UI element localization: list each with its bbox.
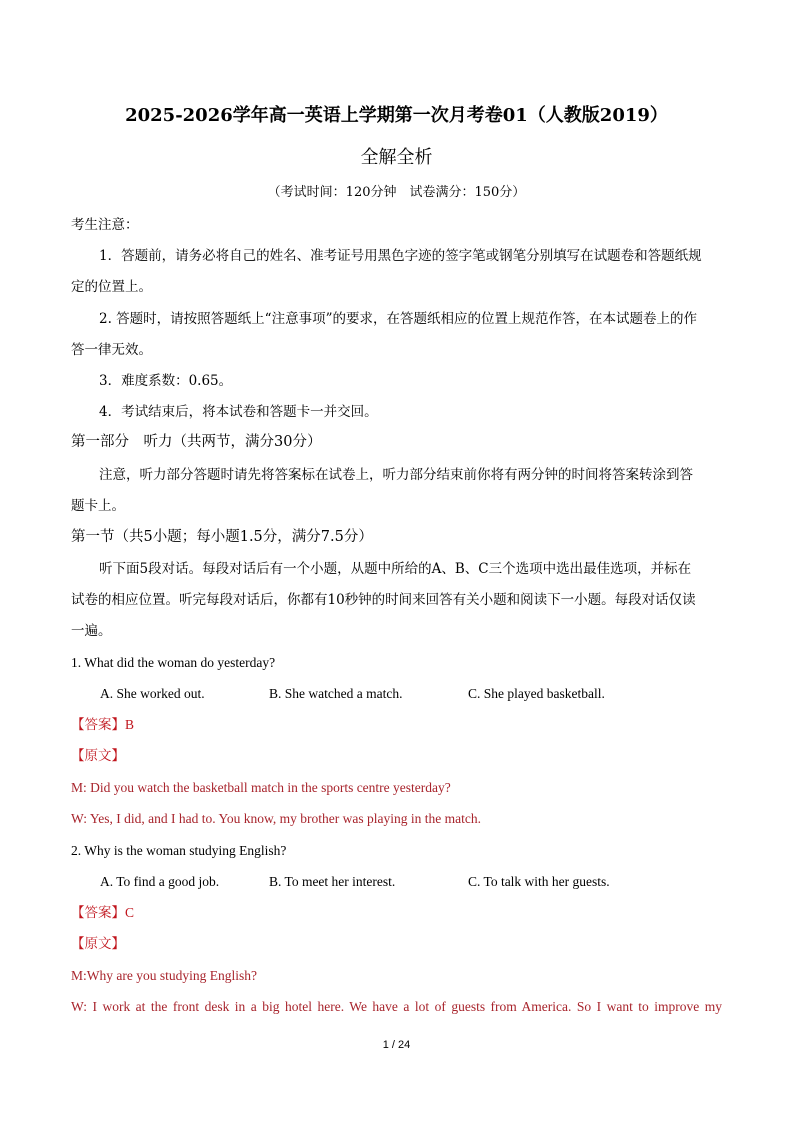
question-1-script-tag: 【原文】 [71,748,125,764]
notice-item-2-line-2: 答一律无效。 [71,342,152,358]
notice-item-1-line-2: 定的位置上。 [71,279,152,295]
section1-intro-line-2: 试卷的相应位置。听完每段对话后，你都有10秒钟的时间来回答有关小题和阅读下一小题。每段对话仅读 [71,592,696,608]
notice-item-2-line-1: 2. 答题时，请按照答题纸上“注意事项”的要求，在答题纸相应的位置上规范作答，在本试题卷上的作 [99,311,697,327]
question-1-option-a: A. She worked out. [100,686,205,701]
question-2-script-line-2: W: I work at the front desk in a big hotel here. We have a lot of guests from America. So I want to improve my [71,999,722,1014]
part1-heading: 第一部分 听力（共两节，满分30分） [71,434,322,450]
notice-heading: 考生注意： [71,217,139,233]
answer-tag: 【答案】 [71,717,125,733]
question-2-script-line-1: M:Why are you studying English? [71,968,257,983]
answer-value: C [125,905,135,920]
section1-heading: 第一节（共5小题；每小题1.5分，满分7.5分） [71,529,373,545]
question-1-script-line-1: M: Did you watch the basketball match in the sports centre yesterday? [71,780,451,795]
question-2-script-tag: 【原文】 [71,936,125,952]
question-1-option-c: C. She played basketball. [468,686,605,701]
question-1-option-b: B. She watched a match. [269,686,403,701]
question-1-answer [71,716,134,734]
question-1-script-line-2: W: Yes, I did, and I had to. You know, my brother was playing in the match. [71,811,481,826]
question-2-answer [71,904,134,922]
question-2-stem: 2. Why is the woman studying English? [71,843,287,858]
page-subtitle: 全解全析 [360,147,433,168]
question-2-option-c: C. To talk with her guests. [468,874,610,889]
section1-intro-line-3: 一遍。 [71,623,112,639]
notice-item-3: 3．难度系数：0.65。 [99,373,233,389]
question-1-stem: 1. What did the woman do yesterday? [71,655,276,670]
exam-info: （考试时间：120分钟 试卷满分：150分） [267,185,526,200]
question-2-option-a: A. To find a good job. [100,874,220,889]
page-title: 2025-2026学年高一英语上学期第一次月考卷01（人教版2019） [125,105,668,126]
answer-value: B [125,717,135,732]
answer-tag: 【答案】 [71,905,125,921]
question-2-option-b: B. To meet her interest. [269,874,396,889]
notice-item-1-line-1: 1．答题前，请务必将自己的姓名、准考证号用黑色字迹的签字笔或钢笔分别填写在试题卷和答题纸规 [99,248,702,264]
notice-item-4: 4．考试结束后，将本试卷和答题卡一并交回。 [99,404,378,420]
part1-note-line-1: 注意，听力部分答题时请先将答案标在试卷上，听力部分结束前你将有两分钟的时间将答案转涂到答 [99,467,693,483]
page-number: 1 / 24 [382,1039,411,1051]
section1-intro-line-1: 听下面5段对话。每段对话后有一个小题，从题中所给的A、B、C三个选项中选出最佳选项，并标在 [99,561,692,577]
part1-note-line-2: 题卡上。 [71,498,125,514]
